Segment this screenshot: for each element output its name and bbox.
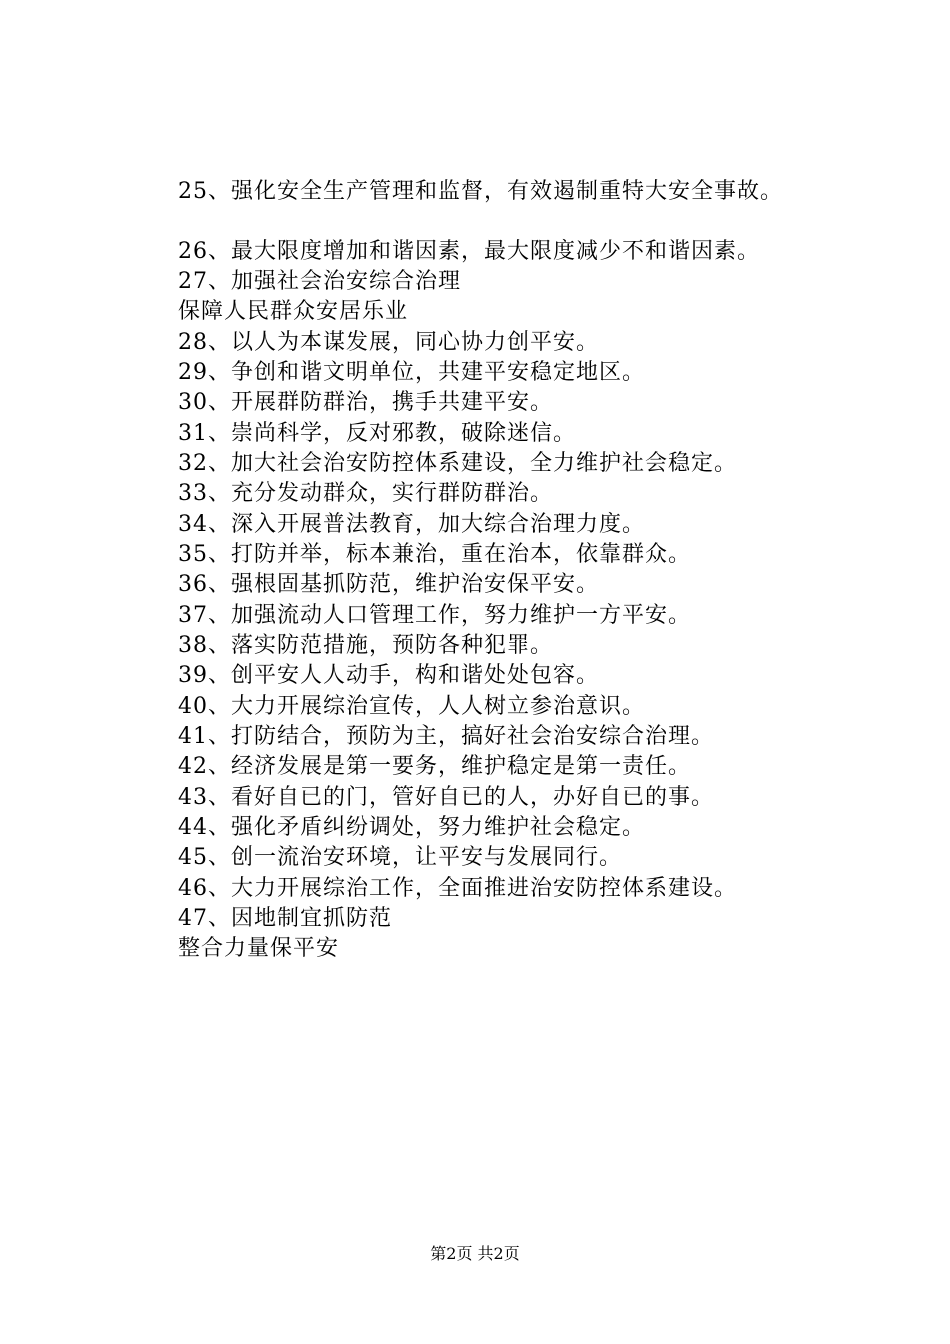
text-line-28: 28、以人为本谋发展，同心协力创平安。 — [178, 330, 599, 355]
text-line-40: 40、大力开展综治宣传，人人树立参治意识。 — [178, 694, 645, 719]
text-line-25: 25、强化安全生产管理和监督，有效遏制重特大安全事故。 — [178, 179, 783, 204]
text-line-41: 41、打防结合，预防为主，搞好社会治安综合治理。 — [178, 724, 714, 749]
text-line-33: 33、充分发动群众，实行群防群治。 — [178, 481, 553, 506]
text-line-42: 42、经济发展是第一要务，维护稳定是第一责任。 — [178, 754, 691, 779]
text-line-35: 35、打防并举，标本兼治，重在治本，依靠群众。 — [178, 542, 691, 567]
text-line-32: 32、加大社会治安防控体系建设，全力维护社会稳定。 — [178, 451, 737, 476]
text-line-31: 31、崇尚科学，反对邪教，破除迷信。 — [178, 421, 576, 446]
page-footer: 第2页 共2页 — [430, 1244, 520, 1263]
text-line-26: 26、最大限度增加和谐因素，最大限度减少不和谐因素。 — [178, 239, 760, 264]
text-line-38: 38、落实防范措施，预防各种犯罪。 — [178, 633, 553, 658]
text-line-43: 43、看好自已的门，管好自已的人，办好自已的事。 — [178, 785, 714, 810]
text-line-39: 39、创平安人人动手，构和谐处处包容。 — [178, 663, 599, 688]
text-line-46: 46、大力开展综治工作，全面推进治安防控体系建设。 — [178, 876, 737, 901]
text-line-30: 30、开展群防群治，携手共建平安。 — [178, 390, 553, 415]
text-line-47-continued: 整合力量保平安 — [178, 936, 340, 961]
text-line-44: 44、强化矛盾纠纷调处，努力维护社会稳定。 — [178, 815, 645, 840]
text-line-27-continued: 保障人民群众安居乐业 — [178, 299, 409, 324]
text-line-36: 36、强根固基抓防范，维护治安保平安。 — [178, 572, 599, 597]
text-line-45: 45、创一流治安环境，让平安与发展同行。 — [178, 845, 622, 870]
text-line-29: 29、争创和谐文明单位，共建平安稳定地区。 — [178, 360, 645, 385]
text-line-34: 34、深入开展普法教育，加大综合治理力度。 — [178, 512, 645, 537]
text-line-37: 37、加强流动人口管理工作，努力维护一方平安。 — [178, 603, 691, 628]
text-line-27: 27、加强社会治安综合治理 — [178, 269, 461, 294]
text-line-47: 47、因地制宜抓防范 — [178, 906, 392, 931]
